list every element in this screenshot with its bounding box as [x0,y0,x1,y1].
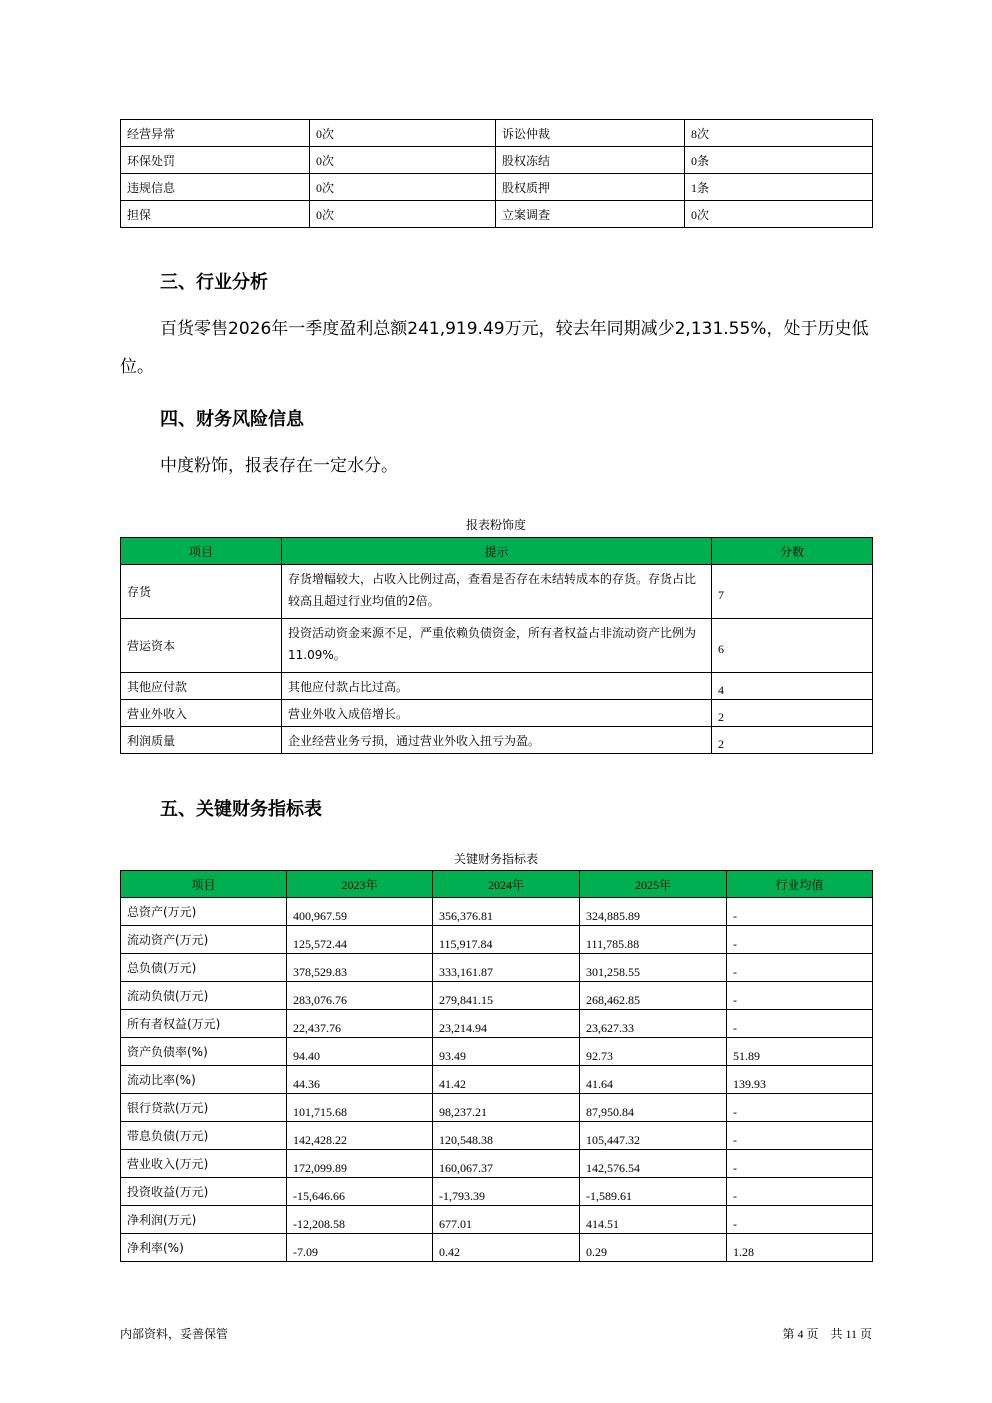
kpi-2023: 94.40 [287,1038,433,1066]
section-5-title: 五、关键财务指标表 [160,799,322,820]
risk-info-table [120,119,873,228]
kpi-2024: 115,917.84 [433,926,580,954]
kpi-label: 资产负债率(%) [121,1038,287,1066]
risk-value: 0次 [310,147,496,174]
section-3-title: 三、行业分析 [160,272,268,293]
fraud-score: 4 [712,673,873,700]
kpi-row [121,1150,873,1178]
kpi-2024: 120,548.38 [433,1122,580,1150]
kpi-2024: 41.42 [433,1066,580,1094]
fraud-header-score: 分数 [712,538,873,565]
kpi-header-item: 项目 [121,871,287,898]
kpi-2023: 400,967.59 [287,898,433,926]
kpi-row [121,1206,873,1234]
risk-row [121,201,873,228]
kpi-label: 营业收入(万元) [121,1150,287,1178]
fraud-item: 营运资本 [121,619,282,673]
kpi-2025: 301,258.55 [580,954,727,982]
kpi-label: 投资收益(万元) [121,1178,287,1206]
kpi-2023: 142,428.22 [287,1122,433,1150]
kpi-industry-avg: - [727,898,873,926]
fraud-hint: 营业外收入成倍增长。 [282,700,712,727]
fraud-hint: 企业经营业务亏损，通过营业外收入扭亏为盈。 [282,727,712,754]
kpi-row [121,1010,873,1038]
fraud-item: 利润质量 [121,727,282,754]
kpi-industry-avg: - [727,926,873,954]
fraud-item: 存货 [121,565,282,619]
kpi-industry-avg: - [727,1206,873,1234]
kpi-2025: -1,589.61 [580,1178,727,1206]
kpi-2024: 356,376.81 [433,898,580,926]
fraud-table-header [121,538,873,565]
risk-info-body [121,120,873,228]
section-4-text: 中度粉饰，报表存在一定水分。 [160,456,398,476]
kpi-header-2024: 2024年 [433,871,580,898]
fraud-header-hint: 提示 [282,538,712,565]
kpi-label: 银行贷款(万元) [121,1094,287,1122]
kpi-row [121,982,873,1010]
kpi-2023: 172,099.89 [287,1150,433,1178]
risk-label: 环保处罚 [121,147,310,174]
kpi-2024: 333,161.87 [433,954,580,982]
kpi-industry-avg: 51.89 [727,1038,873,1066]
fraud-score: 6 [712,619,873,673]
kpi-row [121,1234,873,1262]
risk-row [121,120,873,147]
kpi-label: 总资产(万元) [121,898,287,926]
kpi-header-industry-avg: 行业均值 [727,871,873,898]
risk-value: 0次 [310,120,496,147]
kpi-row [121,898,873,926]
risk-row [121,174,873,201]
kpi-label: 净利率(%) [121,1234,287,1262]
fraud-row [121,727,873,754]
footer-confidential: 内部资料，妥善保管 [120,1327,229,1341]
section-4-title: 四、财务风险信息 [160,409,304,430]
kpi-2024: 0.42 [433,1234,580,1262]
kpi-row [121,1122,873,1150]
kpi-2024: 677.01 [433,1206,580,1234]
risk-row [121,147,873,174]
risk-value: 0次 [310,174,496,201]
kpi-industry-avg: - [727,1010,873,1038]
risk-value: 1条 [685,174,873,201]
kpi-2023: 378,529.83 [287,954,433,982]
kpi-header-2023: 2023年 [287,871,433,898]
kpi-header-2025: 2025年 [580,871,727,898]
kpi-2023: 283,076.76 [287,982,433,1010]
kpi-2024: 279,841.15 [433,982,580,1010]
fraud-hint: 投资活动资金来源不足，严重依赖负债资金，所有者权益占非流动资产比例为11.09%。 [282,619,712,673]
risk-label: 担保 [121,201,310,228]
kpi-2023: 22,437.76 [287,1010,433,1038]
fraud-header-item: 项目 [121,538,282,565]
risk-value: 8次 [685,120,873,147]
risk-label: 立案调查 [496,201,685,228]
kpi-2024: -1,793.39 [433,1178,580,1206]
kpi-2025: 142,576.54 [580,1150,727,1178]
fraud-item: 营业外收入 [121,700,282,727]
kpi-2023: -12,208.58 [287,1206,433,1234]
risk-value: 0条 [685,147,873,174]
kpi-industry-avg: 1.28 [727,1234,873,1262]
kpi-2025: 92.73 [580,1038,727,1066]
kpi-2025: 324,885.89 [580,898,727,926]
kpi-2025: 414.51 [580,1206,727,1234]
fraud-hint: 其他应付款占比过高。 [282,673,712,700]
kpi-table-caption: 关键财务指标表 [453,852,538,866]
kpi-label: 总负债(万元) [121,954,287,982]
fraud-row [121,565,873,619]
risk-label: 股权质押 [496,174,685,201]
kpi-2025: 268,462.85 [580,982,727,1010]
risk-label: 诉讼仲裁 [496,120,685,147]
kpi-2024: 93.49 [433,1038,580,1066]
kpi-industry-avg: - [727,1094,873,1122]
kpi-2025: 0.29 [580,1234,727,1262]
kpi-row [121,954,873,982]
kpi-2025: 41.64 [580,1066,727,1094]
kpi-2024: 23,214.94 [433,1010,580,1038]
kpi-label: 流动负债(万元) [121,982,287,1010]
section-3-text: 百货零售2026年一季度盈利总额241,919.49万元，较去年同期减少2,131.55%，处于历史低位。 [120,319,869,377]
fraud-item: 其他应付款 [121,673,282,700]
fraud-row [121,700,873,727]
kpi-2023: -15,646.66 [287,1178,433,1206]
kpi-label: 带息负债(万元) [121,1122,287,1150]
kpi-table-body [121,898,873,1262]
kpi-label: 流动比率(%) [121,1066,287,1094]
risk-label: 经营异常 [121,120,310,147]
kpi-2025: 23,627.33 [580,1010,727,1038]
kpi-2023: 44.36 [287,1066,433,1094]
kpi-label: 净利润(万元) [121,1206,287,1234]
kpi-row [121,1038,873,1066]
kpi-industry-avg: - [727,1178,873,1206]
fraud-hint: 存货增幅较大，占收入比例过高，查看是否存在未结转成本的存货。存货占比较高且超过行业均值的2倍。 [282,565,712,619]
risk-value: 0次 [310,201,496,228]
kpi-row [121,1066,873,1094]
fraud-row [121,619,873,673]
kpi-table [120,870,873,1262]
kpi-2023: 125,572.44 [287,926,433,954]
kpi-table-header [121,871,873,898]
kpi-2025: 87,950.84 [580,1094,727,1122]
kpi-2023: -7.09 [287,1234,433,1262]
kpi-industry-avg: - [727,954,873,982]
kpi-row [121,1178,873,1206]
risk-value: 0次 [685,201,873,228]
kpi-row [121,926,873,954]
fraud-table-body [121,565,873,754]
kpi-industry-avg: - [727,982,873,1010]
kpi-2023: 101,715.68 [287,1094,433,1122]
kpi-industry-avg: 139.93 [727,1066,873,1094]
fraud-table [120,537,873,754]
kpi-2025: 111,785.88 [580,926,727,954]
kpi-label: 流动资产(万元) [121,926,287,954]
risk-label: 违规信息 [121,174,310,201]
kpi-label: 所有者权益(万元) [121,1010,287,1038]
kpi-2024: 160,067.37 [433,1150,580,1178]
kpi-2024: 98,237.21 [433,1094,580,1122]
kpi-industry-avg: - [727,1122,873,1150]
kpi-industry-avg: - [727,1150,873,1178]
fraud-score: 2 [712,727,873,754]
kpi-row [121,1094,873,1122]
fraud-score: 2 [712,700,873,727]
footer-page-number: 第 4 页 共 11 页 [782,1327,872,1341]
risk-label: 股权冻结 [496,147,685,174]
fraud-row [121,673,873,700]
fraud-score: 7 [712,565,873,619]
kpi-2025: 105,447.32 [580,1122,727,1150]
fraud-table-caption: 报表粉饰度 [465,518,526,532]
